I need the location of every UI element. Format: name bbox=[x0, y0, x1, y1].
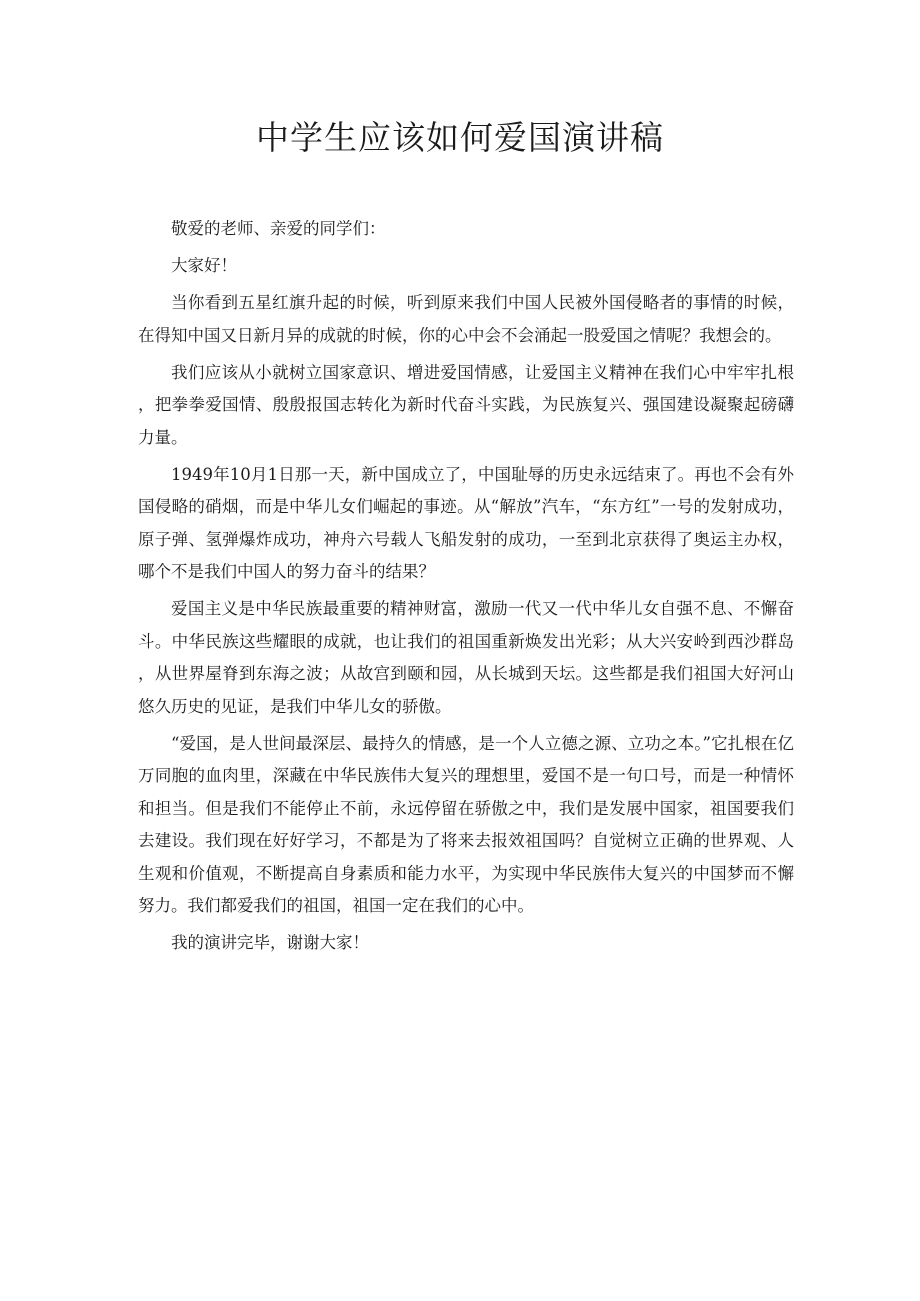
greeting-paragraph: 大家好！ bbox=[171, 256, 237, 275]
salutation-paragraph: 敬爱的老师、亲爱的同学们： bbox=[171, 219, 386, 238]
body-paragraph: 当你看到五星红旗升起的时候，听到原来我们中国人民被外国侵略者的事情的时候，在得知中国又日新月异的成就的时候，你的心中会不会涌起一股爱国之情呢？我想会的。 bbox=[138, 293, 794, 345]
body-paragraph: 1949年10月1日那一天，新中国成立了，中国耻辱的历史永远结束了。再也不会有外国侵略的硝烟，而是中华儿女们崛起的事迹。从“解放”汽车，“东方红”一号的发射成功，原子弹、氢弹爆炸成功，神舟六号载人飞船发射的成功，一至到北京获得了奥运主办权，哪个不是我们中国人的努力奋斗的结果？ bbox=[138, 464, 794, 581]
body-paragraph: 我们应该从小就树立国家意识、增进爱国情感，让爱国主义精神在我们心中牢牢扎根，把拳拳爱国情、殷殷报国志转化为新时代奋斗实践，为民族复兴、强国建设凝聚起磅礴力量。 bbox=[138, 362, 794, 447]
closing-paragraph: 我的演讲完毕，谢谢大家！ bbox=[171, 933, 369, 952]
document-body bbox=[138, 213, 794, 960]
document-title: 中学生应该如何爱国演讲稿 bbox=[256, 118, 664, 157]
body-paragraph: “爱国，是人世间最深层、最持久的情感，是一个人立德之源、立功之本。”它扎根在亿万同胞的血肉里，深藏在中华民族伟大复兴的理想里，爱国不是一句口号，而是一种情怀和担当。但是我们不能停止不前，永远停留在骄傲之中，我们是发展中国家，祖国要我们去建设。我们现在好好学习，不都是为了将来去报效祖国吗？自觉树立正确的世界观、人生观和价值观，不断提高自身素质和能力水平，为实现中华民族伟大复兴的中国梦而不懈努力。我们都爱我们的祖国，祖国一定在我们的心中。 bbox=[138, 733, 794, 915]
body-paragraph: 爱国主义是中华民族最重要的精神财富，激励一代又一代中华儿女自强不息、不懈奋斗。中华民族这些耀眼的成就，也让我们的祖国重新焕发出光彩；从大兴安岭到西沙群岛，从世界屋脊到东海之波；从故宫到颐和园，从长城到天坛。这些都是我们祖国大好河山悠久历史的见证，是我们中华儿女的骄傲。 bbox=[138, 599, 794, 716]
